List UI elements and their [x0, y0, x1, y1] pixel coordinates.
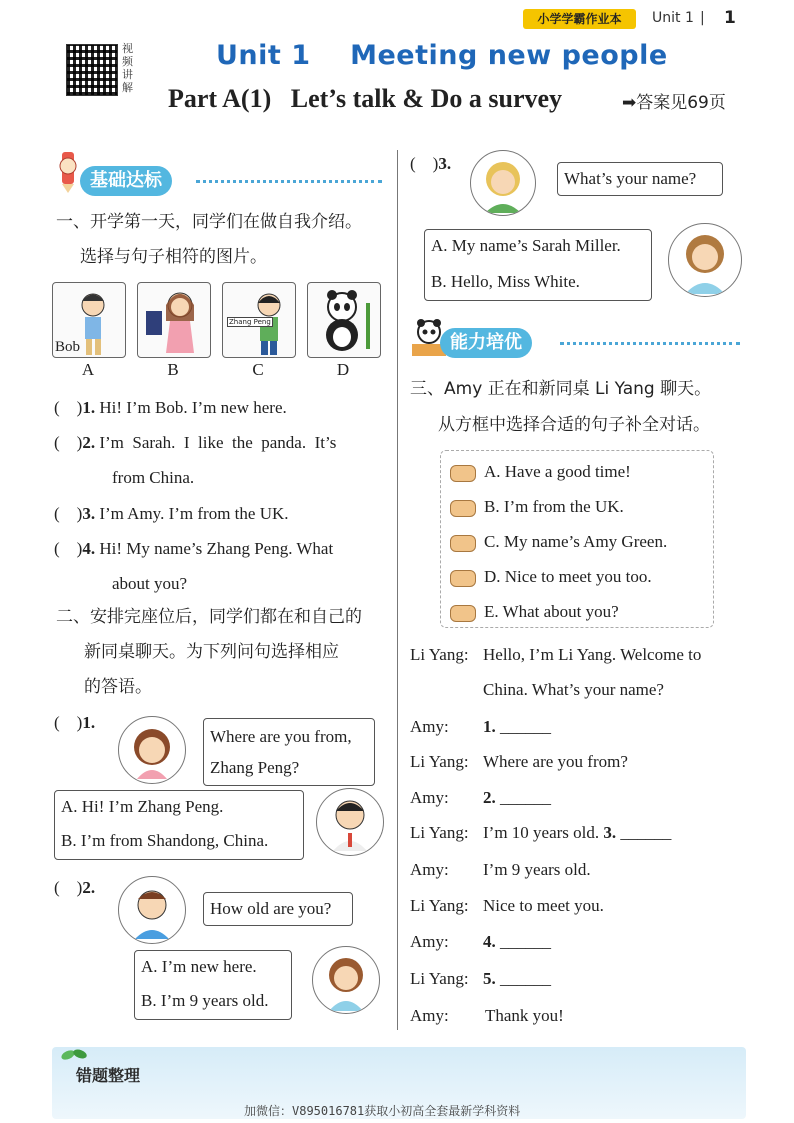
item-text: I’m Amy. I’m from the UK. — [99, 504, 289, 523]
blank-number: 2. — [483, 788, 496, 807]
option-text: B. I’m from the UK. — [484, 497, 624, 516]
boy-avatar-icon — [118, 876, 186, 944]
dialogue-speaker: Amy: — [410, 788, 449, 807]
tiger-icon — [450, 605, 476, 622]
blank-line[interactable]: ______ — [500, 788, 551, 807]
q3-title-line2: 从方框中选择合适的句子补全对话。 — [438, 415, 710, 435]
dialogue-speaker: Amy: — [410, 860, 449, 879]
dialogue-speaker: Li Yang: — [410, 896, 469, 915]
option-b: B. Hello, Miss White. — [431, 272, 580, 291]
q2-item-3-number — [410, 146, 451, 181]
option-a: A. Hi! I’m Zhang Peng. — [61, 797, 224, 816]
picture-c-letter: C — [252, 360, 264, 379]
dialogue-text: Hello, I’m Li Yang. Welcome to — [483, 645, 702, 664]
dialogue-text: Where are you from? — [483, 752, 628, 771]
dialogue-speaker: Li Yang: — [410, 752, 469, 771]
q2-title-line2: 新同桌聊天。为下列问句选择相应 — [84, 642, 339, 662]
answer-paren[interactable]: ( ) — [54, 539, 83, 558]
item-number: 2. — [82, 878, 96, 897]
options-box — [134, 950, 292, 1020]
picture-a — [52, 282, 126, 358]
girl-avatar-icon — [312, 946, 380, 1014]
blank-line[interactable]: ______ — [500, 717, 551, 736]
q1-item-3 — [54, 496, 289, 531]
picture-c — [222, 282, 296, 358]
blank-number: 3. — [603, 823, 617, 842]
option-text: C. My name’s Amy Green. — [484, 532, 668, 551]
answer-paren[interactable]: ( ) — [54, 504, 83, 523]
footer-note: 加微信：V895016781获取小初高全套最新学科资料 — [244, 1104, 521, 1118]
badge-dots — [196, 180, 382, 183]
dialogue-text: Nice to meet you. — [483, 896, 604, 915]
unit-tag: Unit 1 — [652, 10, 694, 26]
bubble-text-line2: Zhang Peng? — [210, 758, 300, 777]
q1-item-2-cont: from China. — [112, 468, 195, 487]
bubble-text-line1: What’s your name? — [564, 169, 697, 188]
option-row — [450, 559, 652, 594]
header-separator: | — [700, 10, 705, 26]
option-a: A. My name’s Sarah Miller. — [431, 236, 621, 255]
column-divider — [397, 150, 398, 1030]
tiger-icon — [450, 570, 476, 587]
tiger-icon — [450, 535, 476, 552]
bubble-text-line1: How old are you? — [210, 899, 332, 918]
q1-item-4-cont: about you? — [112, 574, 188, 593]
dialogue-speaker: Li Yang: — [410, 823, 469, 842]
answer-paren[interactable]: ( ) — [410, 154, 439, 173]
option-b: B. I’m 9 years old. — [141, 991, 269, 1010]
dialogue-blank-1[interactable] — [483, 709, 551, 744]
dialogue-text: I’m 10 years old. — [483, 823, 600, 842]
blank-number: 1. — [483, 717, 496, 736]
dialogue-speaker: Li Yang: — [410, 645, 469, 664]
section-badge-advanced: 能力培优 — [440, 328, 532, 358]
item-text: Hi! I’m Bob. I’m new here. — [99, 398, 287, 417]
tiger-icon — [450, 465, 476, 482]
bubble-text-line1: Where are you from, — [210, 727, 352, 746]
option-row — [450, 489, 624, 524]
q1-item-4 — [54, 531, 333, 566]
girl-avatar-icon — [470, 150, 536, 216]
page-number: 1 — [724, 8, 736, 28]
picture-d-letter: D — [336, 360, 350, 379]
item-number: 2. — [82, 433, 96, 452]
q1-title-line2: 选择与句子相符的图片。 — [80, 247, 267, 267]
dialogue-text-cont: China. What’s your name? — [483, 680, 664, 699]
q1-item-1 — [54, 390, 287, 425]
picture-a-letter: A — [81, 360, 95, 379]
error-notes-title: 错题整理 — [76, 1066, 141, 1085]
answer-paren[interactable]: ( ) — [54, 878, 83, 897]
girl-avatar-icon — [118, 716, 186, 784]
option-a: A. I’m new here. — [141, 957, 257, 976]
blank-number: 5. — [483, 969, 496, 988]
q3-title-line1: 三、Amy 正在和新同桌 Li Yang 聊天。 — [410, 379, 712, 399]
dialogue-speaker: Amy: — [410, 932, 449, 951]
dialogue-speaker: Li Yang: — [410, 969, 469, 988]
q1-item-2 — [54, 425, 336, 460]
dialogue-blank-5[interactable] — [483, 961, 551, 996]
q2-title-line3: 的答语。 — [84, 677, 152, 697]
speech-bubble — [557, 162, 723, 196]
q1-title-line1: 一、开学第一天，同学们在做自我介绍。 — [56, 212, 362, 232]
option-row — [450, 454, 631, 489]
option-text: D. Nice to meet you too. — [484, 567, 652, 586]
panda-illustration — [308, 283, 380, 357]
unit-title: Unit 1 Meeting new people — [216, 40, 668, 71]
dialogue-blank-2[interactable] — [483, 780, 551, 815]
dialogue-blank-4[interactable] — [483, 924, 551, 959]
picture-b — [137, 282, 211, 358]
speech-bubble — [203, 892, 353, 926]
option-text: A. Have a good time! — [484, 462, 631, 481]
speech-bubble — [203, 718, 375, 786]
answer-paren[interactable]: ( ) — [54, 713, 83, 732]
girl-sarah-panda-illustration — [138, 283, 210, 357]
section-badge-basic: 基础达标 — [80, 166, 172, 196]
item-number: 4. — [82, 539, 96, 558]
item-text: I’m Sarah. I like the panda. It’s — [99, 433, 337, 452]
picture-d — [307, 282, 381, 358]
item-number: 3. — [82, 504, 96, 523]
picture-a-caption: Bob — [55, 339, 81, 355]
options-box — [54, 790, 304, 860]
blank-line[interactable]: ______ — [620, 823, 672, 842]
item-text: Hi! My name’s Zhang Peng. What — [99, 539, 334, 558]
answer-paren[interactable]: ( ) — [54, 433, 83, 452]
answer-reference: ➡答案见69页 — [622, 93, 726, 113]
dialogue-text: Thank you! — [485, 1006, 564, 1025]
item-number: 1. — [82, 398, 96, 417]
item-number: 1. — [82, 713, 96, 732]
answer-paren[interactable]: ( ) — [54, 398, 83, 417]
boy-avatar-icon — [316, 788, 384, 856]
blank-line[interactable]: ______ — [500, 969, 551, 988]
option-row — [450, 524, 667, 559]
item-number: 3. — [438, 154, 452, 173]
part-title: Part A(1) Let’s talk & Do a survey — [168, 84, 563, 113]
dialogue-text-with-blank — [483, 815, 671, 850]
pencil-mascot-icon — [52, 150, 84, 194]
picture-c-caption: Zhang Peng — [229, 318, 271, 326]
picture-b-letter: B — [167, 360, 179, 379]
option-row — [450, 594, 619, 629]
badge-dots — [560, 342, 740, 345]
qr-label: 视频讲解 — [122, 42, 133, 94]
blank-line[interactable]: ______ — [500, 932, 551, 951]
dialogue-speaker: Amy: — [410, 1006, 449, 1025]
options-box — [424, 229, 652, 301]
q2-item-1-number — [54, 705, 95, 740]
dialogue-text: I’m 9 years old. — [483, 860, 591, 879]
dialogue-speaker: Amy: — [410, 717, 449, 736]
q2-item-2-number — [54, 870, 95, 905]
qr-code-icon[interactable] — [66, 44, 118, 96]
option-b: B. I’m from Shandong, China. — [61, 831, 269, 850]
brand-badge: 小学学霸作业本 — [523, 9, 636, 29]
leaf-icon — [60, 1046, 88, 1062]
option-text: E. What about you? — [484, 602, 619, 621]
q2-title-line1: 二、安排完座位后，同学们都在和自己的 — [56, 607, 362, 627]
blank-number: 4. — [483, 932, 496, 951]
girl-avatar-icon — [668, 223, 742, 297]
tiger-icon — [450, 500, 476, 517]
